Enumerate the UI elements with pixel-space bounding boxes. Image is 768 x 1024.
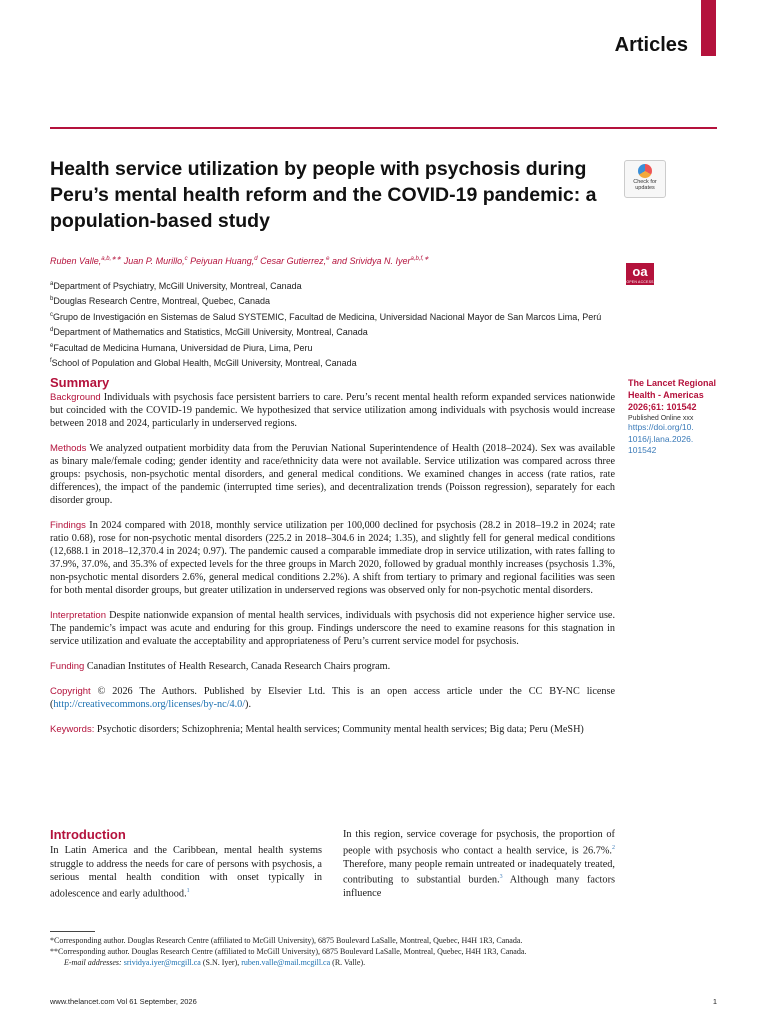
doi-link[interactable] xyxy=(628,422,728,457)
copyright-text: © 2026 The Authors. Published by Elsevier Ltd. This is an open access article under the CC BY-NC license ( xyxy=(50,686,616,710)
affiliation-sup: c xyxy=(50,311,53,318)
copyright-text-end: ). xyxy=(245,699,251,710)
affiliation-text: Department of Psychiatry, McGill University, Montreal, Canada xyxy=(53,281,302,291)
summary-section xyxy=(50,375,615,748)
affiliation-item xyxy=(50,355,601,370)
email-link[interactable]: ruben.valle@mail.mcgill.ca xyxy=(241,958,331,967)
reference-link[interactable]: 3 xyxy=(499,874,503,881)
footnotes xyxy=(50,935,526,968)
copyright-paragraph xyxy=(50,685,615,711)
interpretation-label: Interpretation xyxy=(50,610,106,621)
author-affil-sup: a,b,f,∗ xyxy=(410,256,429,262)
intro-text: Therefore, many people remain untreated or inadequately treated, contributing to substantial burden. xyxy=(343,858,615,886)
author-affil-sup: e xyxy=(326,256,330,262)
interpretation-paragraph xyxy=(50,609,615,648)
author-affil-sup: c xyxy=(184,256,188,262)
email-link[interactable]: srividya.iyer@mcgill.ca xyxy=(123,958,201,967)
affiliation-sup: d xyxy=(50,327,54,334)
affiliation-text: Douglas Research Centre, Montreal, Quebec, Canada xyxy=(53,296,270,307)
affiliation-item xyxy=(50,293,601,308)
background-label: Background xyxy=(50,392,101,403)
copyright-label: Copyright xyxy=(50,686,91,697)
affiliation-item xyxy=(50,278,601,293)
author-name[interactable]: Cesar Gutierrez, xyxy=(260,256,327,266)
author-affil-sup: a,b,∗∗ xyxy=(101,256,122,262)
methods-text: We analyzed outpatient morbidity data from the Peruvian National Superintendence of Health (2018–2024). Sex was available as binary male/female coding; gender identity and race/ethnicity data were not available. Service utilization was compared across three groups: psychosis, non-psychotic mental disorders, and general medical conditions. We examined changes in access (rate ratios, rate differences), the impact of the pandemic (interrupted time series), and decentralization trends (Poisson regression), separately for each disorder group. xyxy=(50,443,615,506)
journal-footer-text: www.thelancet.com Vol 61 September, 2026 xyxy=(50,997,197,1006)
citation-sidebar xyxy=(628,377,728,457)
author-name[interactable]: Juan P. Murillo, xyxy=(123,256,185,266)
doi-line: 1016/j.lana.2026. xyxy=(628,433,694,444)
affiliation-item xyxy=(50,309,601,324)
introduction-column-right xyxy=(343,828,615,901)
journal-citation: The Lancet Regional Health - Americas 2026;61: 101542 xyxy=(628,378,717,412)
intro-text: In this region, service coverage for psychosis, the proportion of people with psychosis who contact a health service, is 26.7%. xyxy=(343,829,615,857)
background-paragraph xyxy=(50,391,615,430)
keywords-text: Psychotic disorders; Schizophrenia; Mental health services; Community mental health services; Big data; Peru (MeSH) xyxy=(96,724,584,735)
email-owner: (S.N. Iyer), xyxy=(200,958,242,967)
page-header xyxy=(0,0,768,60)
email-owner: (R. Valle). xyxy=(330,958,366,967)
section-label: Articles xyxy=(614,34,688,56)
check-for-updates-label: Check for updates xyxy=(633,179,657,191)
funding-text: Canadian Institutes of Health Research, Canada Research Chairs program. xyxy=(86,661,391,672)
findings-paragraph xyxy=(50,519,615,597)
open-access-badge xyxy=(626,263,654,285)
oa-badge-label: oa xyxy=(632,264,648,279)
background-text: Individuals with psychosis face persistent barriers to care. Peru’s recent mental health reform expanded services nationwide but coincided with the COVID-19 pandemic. We hypothesized that service utilization among individuals with psychosis would increase between 2018 and 2024, particularly in underserved regions. xyxy=(50,392,616,429)
header-rule xyxy=(50,127,717,129)
affiliation-item xyxy=(50,324,601,339)
crossmark-icon xyxy=(638,164,652,178)
author-affil-sup: d xyxy=(254,256,258,262)
intro-text: Although many factors influence xyxy=(343,874,616,900)
doi-line: 101542 xyxy=(628,445,657,455)
section-color-tab xyxy=(701,0,716,56)
author-name[interactable]: Ruben Valle, xyxy=(50,256,102,266)
author-name[interactable]: Srividya N. Iyer xyxy=(349,256,411,266)
methods-paragraph xyxy=(50,442,615,507)
license-link[interactable]: http://creativecommons.org/licenses/by-nc/4.0/ xyxy=(53,699,246,710)
author-list xyxy=(50,255,429,266)
corresponding-author-1: *Corresponding author. Douglas Research Centre (affiliated to McGill University), 6875 Boulevard LaSalle, Montreal, Quebec, H4H 1R3, Canada. xyxy=(50,936,523,945)
findings-text: In 2024 compared with 2018, monthly service utilization per 100,000 declined for psychosis (28.2 in 2018–19.2 in 2024; rate ratio 0.68), rose for non-psychotic mental disorders (225.2 in 2018–304.6 in 2024; 1.35), and slightly fell for general medical conditions (12,688.1 in 2018–12,370.4 in 2024; 0.97). The pandemic caused a comparable immediate drop in service utilization, with rates falling to 37.9%, 37.0%, and 35.3% of expected levels for the three groups in March 2020, followed by gradual monthly increases (psychosis 1.3%, non-psychotic mental disorders 2.6%, general medical conditions 2.2%). A shift from tertiary to primary and regional facilities was seen for both mental disorder groups, but greater utilization in underserved regions was observed only for non-psychotic mental disorders. xyxy=(50,520,616,596)
keywords-paragraph xyxy=(50,723,615,736)
affiliation-sup: b xyxy=(50,296,54,303)
introduction-heading: Introduction xyxy=(50,827,126,842)
affiliation-sup: f xyxy=(50,358,52,365)
footnote-rule xyxy=(50,931,95,932)
author-name[interactable]: Peiyuan Huang, xyxy=(190,256,255,266)
affiliation-text: Facultad de Medicina Humana, Universidad de Piura, Lima, Peru xyxy=(53,342,313,353)
reference-link[interactable]: 1 xyxy=(186,887,190,894)
methods-label: Methods xyxy=(50,443,87,454)
reference-link[interactable]: 2 xyxy=(612,844,615,851)
oa-badge-sublabel: OPEN ACCESS xyxy=(626,280,654,284)
affiliation-list xyxy=(50,278,601,370)
affiliation-item xyxy=(50,340,601,355)
article-title: Health service utilization by people with psychosis during Peru’s mental health reform and the COVID-19 pandemic: a population-based study xyxy=(50,158,597,232)
funding-label: Funding xyxy=(50,661,85,672)
funding-paragraph xyxy=(50,660,615,673)
doi-line: https://doi.org/10. xyxy=(628,422,694,432)
published-online: Published Online xxx xyxy=(628,415,694,422)
email-label: E-mail addresses: xyxy=(64,958,122,967)
summary-heading: Summary xyxy=(50,375,110,390)
email-line xyxy=(50,957,526,968)
affiliation-text: School of Population and Global Health, McGill University, Montreal, Canada xyxy=(51,358,357,369)
affiliation-text: Grupo de Investigación en Sistemas de Salud SYSTEMIC, Facultad de Medicina, Universidad Nacional Mayor de San Marcos Lima, Perú xyxy=(53,311,602,322)
corresponding-author-2: **Corresponding author. Douglas Research Centre (affiliated to McGill University), 6875 Boulevard LaSalle, Montreal, Quebec, H4H 1R3, Canada. xyxy=(50,947,527,956)
intro-text: In Latin America and the Caribbean, mental health systems struggle to address the needs for care of persons with psychosis, a serious mental health condition with onset typically in adolescence and early adulthood. xyxy=(50,845,322,900)
keywords-label: Keywords: xyxy=(50,724,95,735)
affiliation-text: Department of Mathematics and Statistics, McGill University, Montreal, Canada xyxy=(53,327,368,338)
author-separator: and xyxy=(329,256,350,266)
findings-label: Findings xyxy=(50,520,86,531)
page-footer xyxy=(50,997,717,1006)
check-for-updates-button[interactable] xyxy=(624,160,666,198)
affiliation-sup: e xyxy=(50,342,54,349)
introduction-column-left xyxy=(50,844,322,901)
affiliation-sup: a xyxy=(50,281,54,287)
interpretation-text: Despite nationwide expansion of mental health services, individuals with psychosis did not experience higher service use. The pandemic’s impact was acute and enduring for this group. Findings underscore the need to examine reasons for this stagnation in service utilization and evaluate the acceptability and appropriateness of Peru’s current service model for psychosis. xyxy=(50,610,615,647)
page-number: 1 xyxy=(712,997,717,1006)
